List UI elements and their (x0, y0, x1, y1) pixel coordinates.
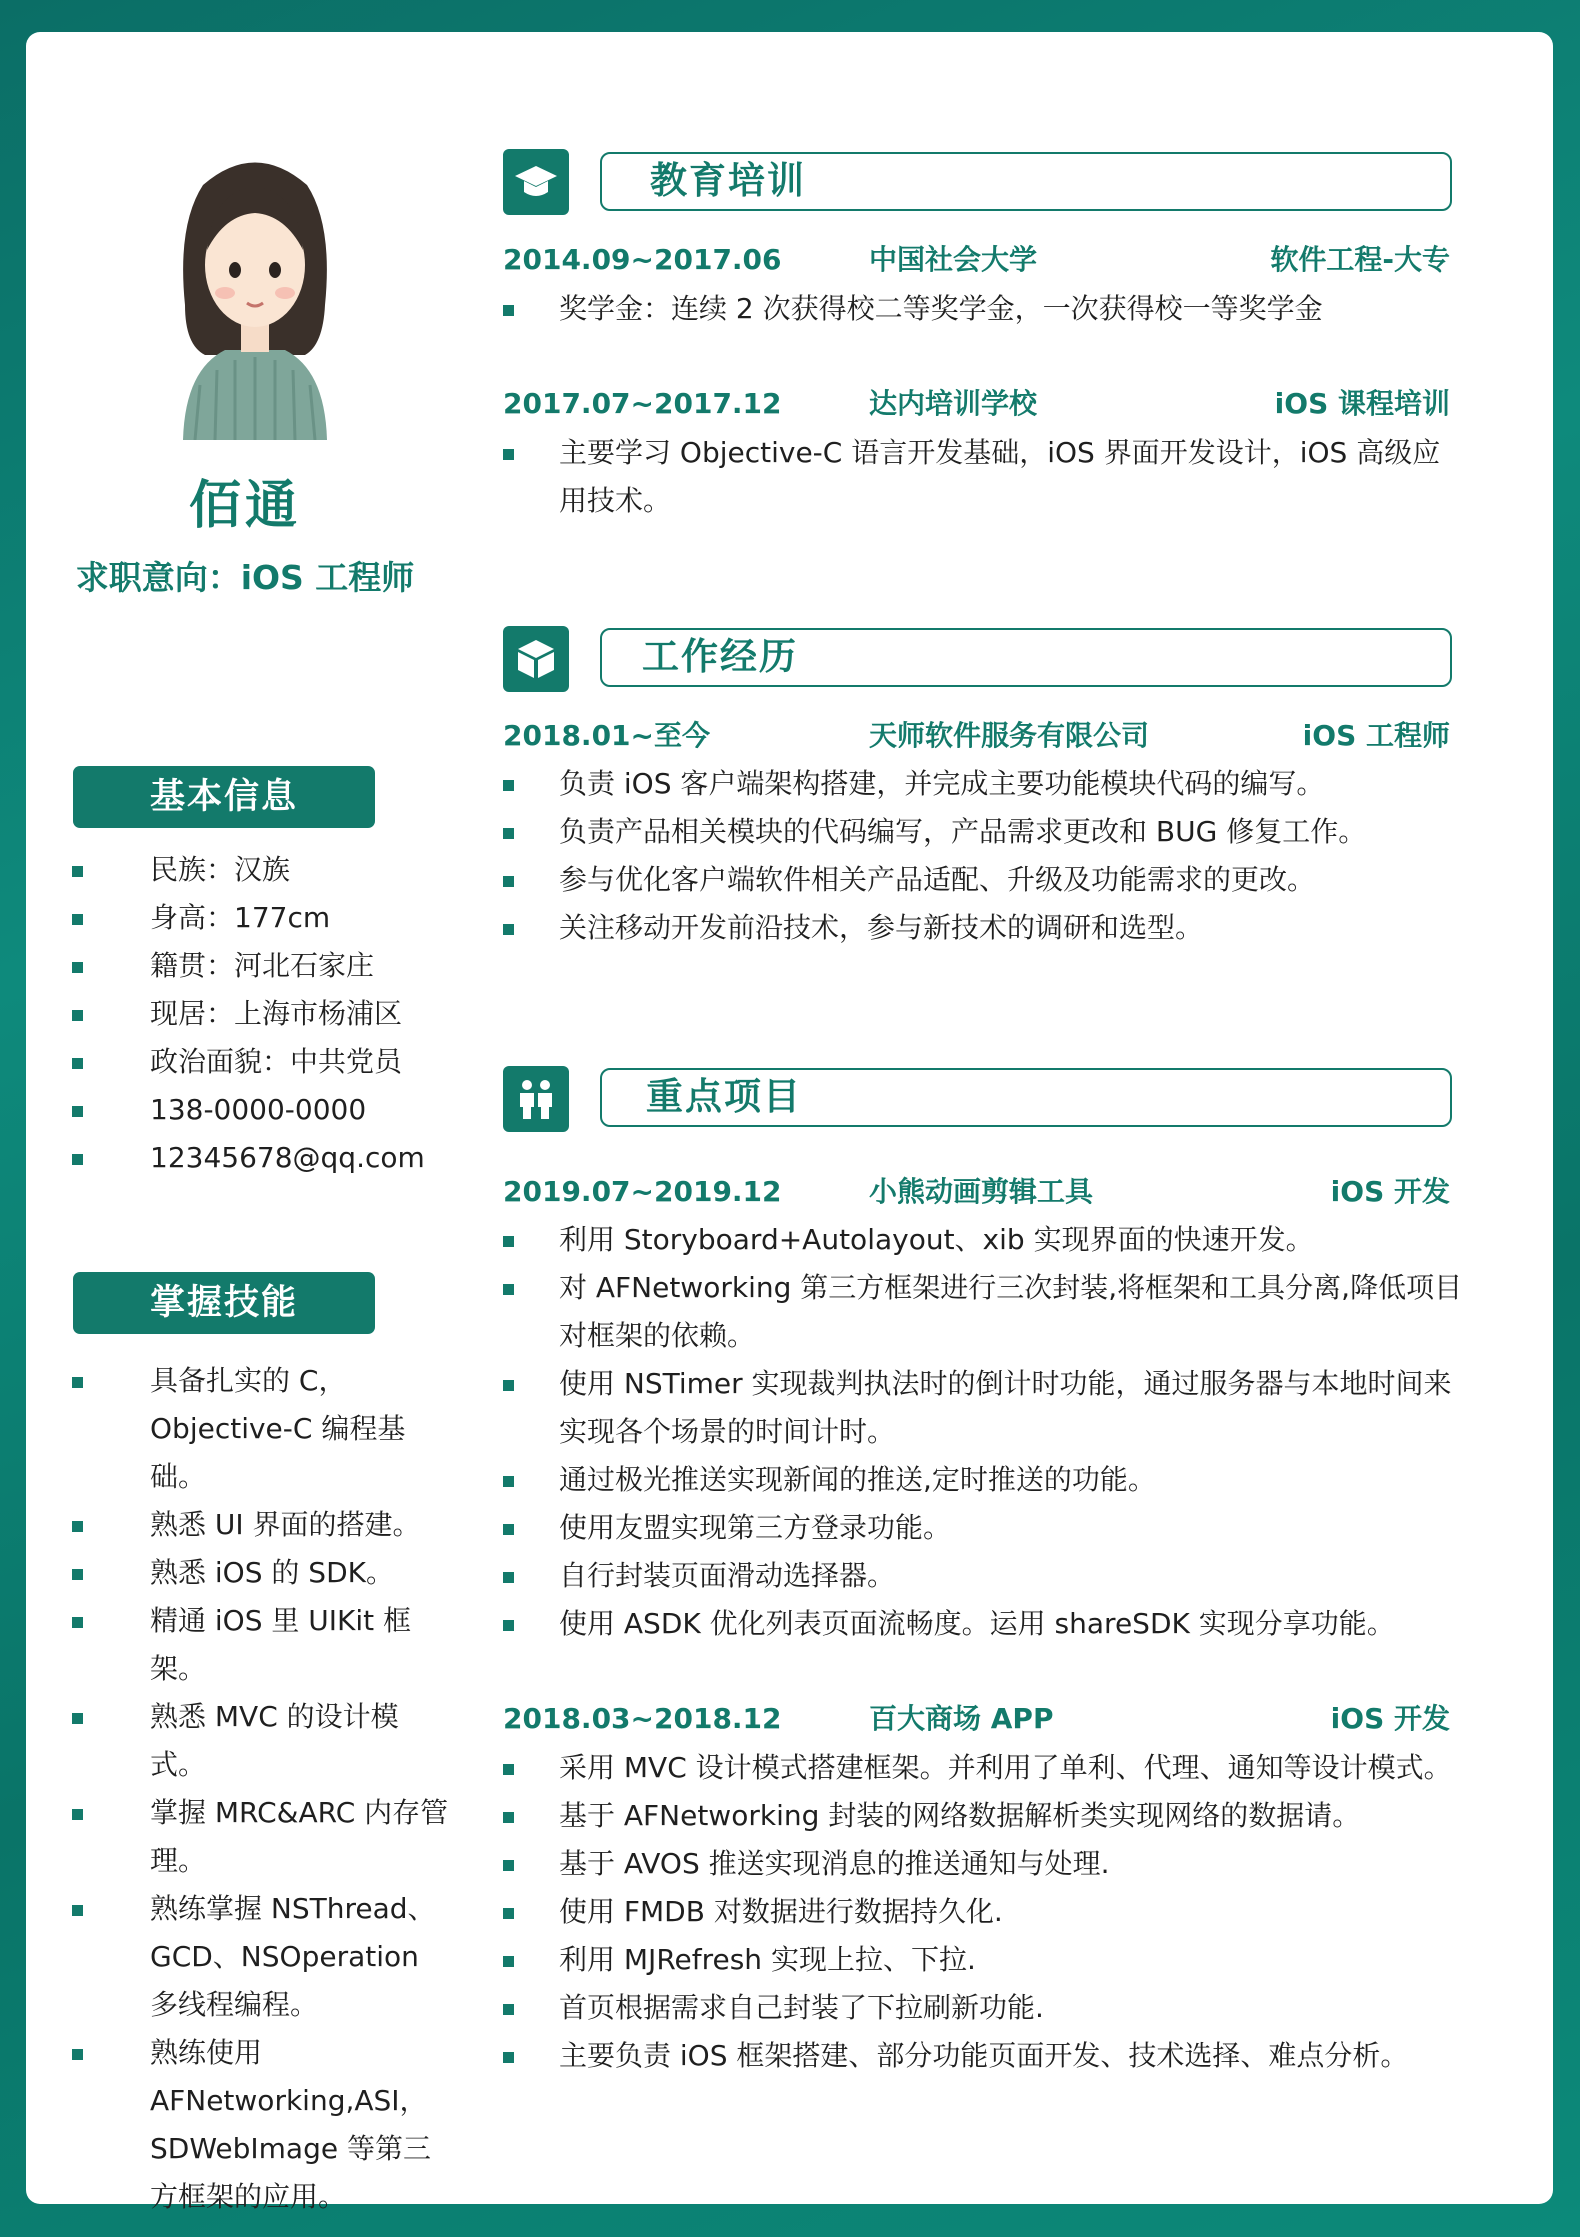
list-item: 负责 iOS 客户端架构搭建，并完成主要功能模块代码的编写。 (503, 760, 1463, 808)
education-header (600, 152, 1452, 211)
skill-item: 精通 iOS 里 UIKit 框架。 (72, 1597, 452, 1693)
list-item: 负责产品相关模块的代码编写，产品需求更改和 BUG 修复工作。 (503, 808, 1463, 856)
bullet-icon (72, 1058, 83, 1069)
bullet-icon (503, 1812, 514, 1823)
bullet-icon (72, 1154, 83, 1165)
bullet-icon (503, 1908, 514, 1919)
list-item: 主要负责 iOS 框架搭建、部分功能页面开发、技术选择、难点分析。 (503, 2032, 1463, 2080)
bullet-icon (503, 876, 514, 887)
bullet-icon (503, 2052, 514, 2063)
education-entry-list (503, 429, 1463, 525)
info-political: 政治面貌：中共党员 (72, 1038, 462, 1086)
skills-title: 掌握技能 (73, 1272, 375, 1334)
candidate-name: 佰通 (188, 476, 301, 536)
entry-period: 2014.09~2017.06 (503, 243, 782, 276)
skill-item: 具备扎实的 C，Objective-C 编程基础。 (72, 1357, 452, 1501)
bullet-icon (72, 2049, 83, 2060)
entry-period: 2018.01~至今 (503, 719, 710, 752)
skill-item: 熟练使用 AFNetworking,ASI，SDWebImage 等第三方框架的应用。 (72, 2029, 452, 2221)
bullet-icon (503, 1860, 514, 1871)
list-item: 使用 NSTimer 实现裁判执法时的倒计时功能，通过服务器与本地时间来实现各个场景的时间计时。 (503, 1360, 1463, 1456)
info-height: 身高：177cm (72, 894, 462, 942)
list-item: 使用友盟实现第三方登录功能。 (503, 1504, 1463, 1552)
bullet-icon (72, 1521, 83, 1532)
entry-org: 天师软件服务有限公司 (869, 719, 1150, 752)
project-entry-header (503, 1697, 1450, 1741)
skill-item: 掌握 MRC&ARC 内存管理。 (72, 1789, 452, 1885)
bullet-icon (503, 2004, 514, 2015)
info-hometown: 籍贯：河北石家庄 (72, 942, 462, 990)
projects-title: 重点项目 (646, 1075, 802, 1118)
list-item: 主要学习 Objective-C 语言开发基础，iOS 界面开发设计，iOS 高级应用技术。 (503, 429, 1463, 525)
project-entry-header (503, 1170, 1450, 1214)
bullet-icon (72, 1377, 83, 1388)
bullet-icon (503, 828, 514, 839)
bullet-icon (503, 1236, 514, 1247)
skill-item: 熟悉 MVC 的设计模式。 (72, 1693, 452, 1789)
people-icon (503, 1066, 569, 1132)
work-entry-header (503, 714, 1450, 758)
education-entry-header (503, 382, 1450, 426)
bullet-icon (503, 1620, 514, 1631)
entry-role: iOS 课程培训 (1274, 387, 1450, 420)
bullet-icon (503, 1476, 514, 1487)
entry-role: iOS 开发 (1330, 1175, 1450, 1208)
bullet-icon (503, 449, 514, 460)
bullet-icon (503, 780, 514, 791)
bullet-icon (503, 305, 514, 316)
list-item: 参与优化客户端软件相关产品适配、升级及功能需求的更改。 (503, 856, 1463, 904)
list-item: 基于 AFNetworking 封装的网络数据解析类实现网络的数据请。 (503, 1792, 1463, 1840)
list-item: 关注移动开发前沿技术，参与新技术的调研和选型。 (503, 904, 1463, 952)
list-item: 基于 AVOS 推送实现消息的推送通知与处理. (503, 1840, 1463, 1888)
entry-role: iOS 工程师 (1302, 719, 1450, 752)
bullet-icon (503, 1764, 514, 1775)
education-title: 教育培训 (650, 159, 806, 202)
bullet-icon (72, 914, 83, 925)
info-ethnicity: 民族：汉族 (72, 846, 462, 894)
skill-item: 熟悉 UI 界面的搭建。 (72, 1501, 452, 1549)
bullet-icon (503, 1956, 514, 1967)
bullet-icon (72, 962, 83, 973)
bullet-icon (72, 866, 83, 877)
graduation-cap-icon (503, 149, 569, 215)
bullet-icon (503, 1380, 514, 1391)
bullet-icon (503, 1572, 514, 1583)
list-item: 使用 ASDK 优化列表页面流畅度。运用 shareSDK 实现分享功能。 (503, 1600, 1463, 1648)
list-item: 首页根据需求自己封装了下拉刷新功能. (503, 1984, 1463, 2032)
basic-info-list (72, 846, 462, 1182)
bullet-icon (503, 1524, 514, 1535)
list-item: 利用 MJRefresh 实现上拉、下拉. (503, 1936, 1463, 1984)
job-intent: 求职意向：iOS 工程师 (75, 558, 415, 597)
entry-org: 中国社会大学 (869, 243, 1038, 276)
work-title: 工作经历 (642, 635, 798, 678)
bullet-icon (72, 1713, 83, 1724)
list-item: 自行封装页面滑动选择器。 (503, 1552, 1463, 1600)
cube-icon (503, 626, 569, 692)
bullet-icon (72, 1010, 83, 1021)
entry-role: 软件工程-大专 (1270, 243, 1450, 276)
bullet-icon (72, 1809, 83, 1820)
bullet-icon (72, 1905, 83, 1916)
basic-info-title: 基本信息 (73, 766, 375, 828)
entry-org: 达内培训学校 (869, 387, 1038, 420)
bullet-icon (72, 1569, 83, 1580)
bullet-icon (503, 1284, 514, 1295)
list-item: 利用 Storyboard+Autolayout、xib 实现界面的快速开发。 (503, 1216, 1463, 1264)
list-item: 使用 FMDB 对数据进行数据持久化. (503, 1888, 1463, 1936)
work-entry-list (503, 760, 1463, 952)
projects-header (600, 1068, 1452, 1127)
education-entry-list (503, 285, 1463, 333)
project-entry-list (503, 1744, 1463, 2080)
entry-period: 2017.07~2017.12 (503, 387, 782, 420)
entry-period: 2019.07~2019.12 (503, 1175, 782, 1208)
list-item: 采用 MVC 设计模式搭建框架。并利用了单利、代理、通知等设计模式。 (503, 1744, 1463, 1792)
entry-period: 2018.03~2018.12 (503, 1702, 782, 1735)
bullet-icon (72, 1106, 83, 1117)
skills-list (72, 1357, 452, 2221)
bullet-icon (503, 924, 514, 935)
info-residence: 现居：上海市杨浦区 (72, 990, 462, 1038)
education-entry-header (503, 238, 1450, 282)
entry-role: iOS 开发 (1330, 1702, 1450, 1735)
skill-item: 熟悉 iOS 的 SDK。 (72, 1549, 452, 1597)
list-item: 奖学金：连续 2 次获得校二等奖学金，一次获得校一等奖学金 (503, 285, 1463, 333)
entry-org: 小熊动画剪辑工具 (869, 1175, 1094, 1208)
list-item: 对 AFNetworking 第三方框架进行三次封装,将框架和工具分离,降低项目对框架的依赖。 (503, 1264, 1463, 1360)
list-item: 通过极光推送实现新闻的推送,定时推送的功能。 (503, 1456, 1463, 1504)
avatar (155, 145, 355, 440)
work-header (600, 628, 1452, 687)
info-email: 12345678@qq.com (72, 1134, 462, 1182)
skill-item: 熟练掌握 NSThread、GCD、NSOperation 多线程编程。 (72, 1885, 452, 2029)
project-entry-list (503, 1216, 1463, 1648)
entry-org: 百大商场 APP (869, 1702, 1054, 1735)
bullet-icon (72, 1617, 83, 1628)
info-phone: 138-0000-0000 (72, 1086, 462, 1134)
